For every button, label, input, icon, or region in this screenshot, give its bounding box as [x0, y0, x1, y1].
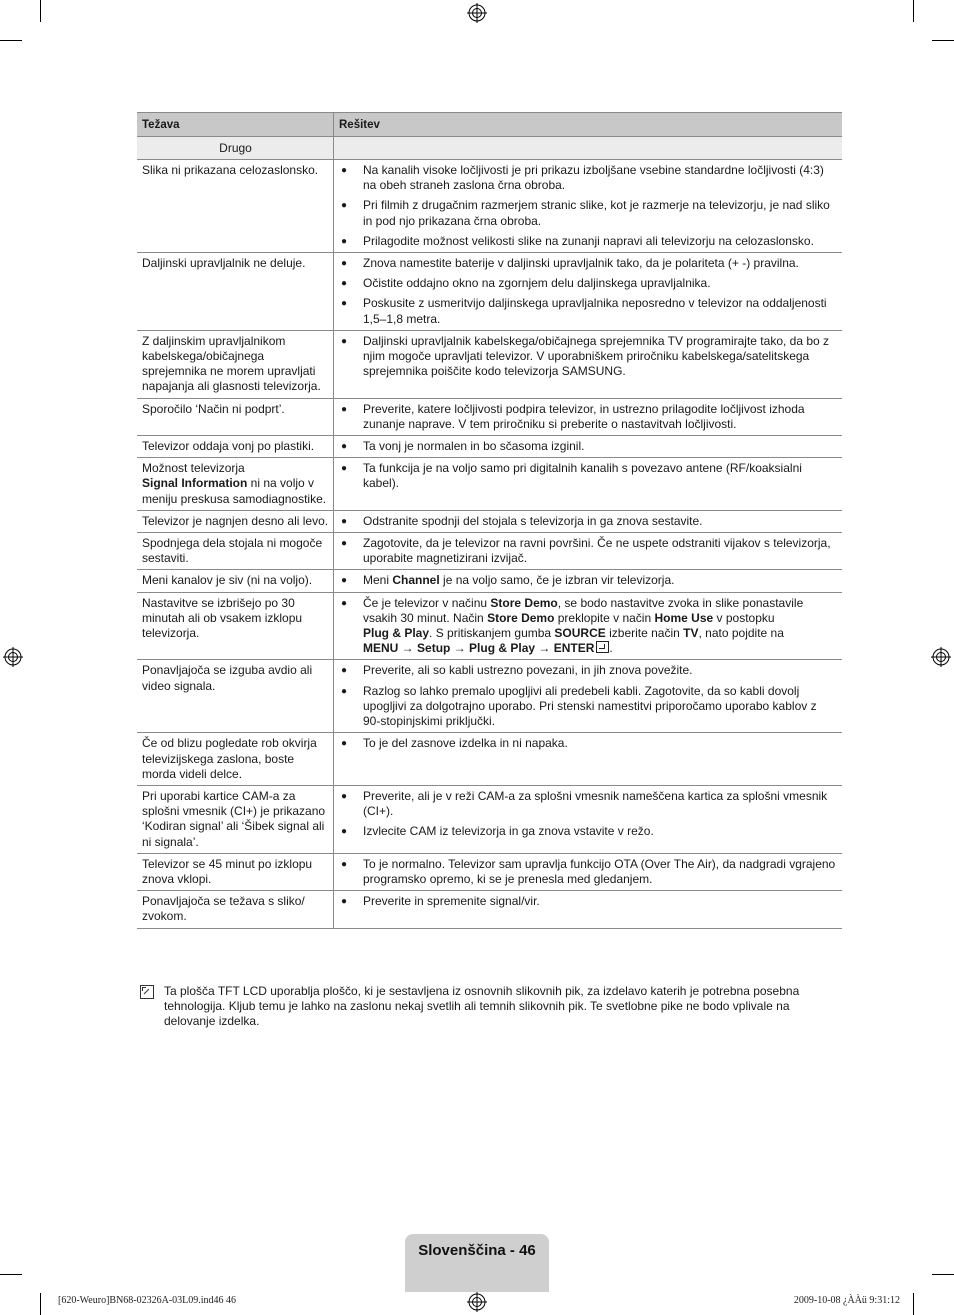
print-slug-left: [620-Weuro]BN68-02326A-03L09.ind46 46 [58, 1295, 237, 1306]
bullet-icon: ● [341, 538, 348, 550]
bullet-icon: ● [341, 826, 348, 838]
crop-mark [913, 0, 914, 22]
solution-bullet: ● Prilagodite možnost velikosti slike na zunanji napravi ali televizorju na celozaslonsko. [341, 233, 814, 248]
column-header-solution: Rešitev [339, 119, 380, 131]
solution-cell [334, 786, 842, 853]
registration-mark-icon [467, 1292, 487, 1312]
table-row [137, 570, 842, 592]
problem-cell: Nastavitve se izbrišejo po 30 minutah ali ob vsakem izklopu televizorja. [137, 593, 334, 660]
bullet-icon: ● [341, 515, 348, 527]
bullet-icon: ● [341, 165, 348, 176]
crop-mark [0, 1274, 22, 1275]
problem-cell: Z daljinskim upravljalnikom kabelskega/običajnega sprejemnika ne morem upravljati napajanja ali glasnosti televizorja. [137, 331, 334, 398]
bullet-icon: ● [341, 335, 348, 347]
problem-cell: Ponavljajoča se težava s sliko/ zvokom. [137, 891, 334, 927]
bullet-icon: ● [341, 597, 348, 609]
solution-bullet: ● Preverite, ali je v reži CAM-a za splošni vmesnik nameščena kartica za splošni vmesnik (CI+). [341, 788, 828, 819]
bullet-icon: ● [341, 665, 348, 677]
solution-cell [334, 533, 842, 569]
bullet-icon: ● [341, 790, 348, 802]
solution-bullet: ● Daljinski upravljalnik kabelskega/običajnega sprejemnika TV programirajte tako, da bo z njim mogoče upravljati televizor. V uporabniškem priročniku kabelskega/satelitskega sprejemnika poiščite kodo televizorja SAMSUNG. [341, 333, 830, 379]
bullet-icon: ● [341, 200, 348, 212]
solution-bullet: ● Če je televizor v načinu Store Demo, se bodo nastavitve zvoka in slike ponastavile vsakih 30 minut. Način Store Demo preklopite v način Home Use v postopku Plug & Play. S pritiskanjem gumba SOURCE izberite način TV, nato pojdite na MENU → Setup → Plug & Play → ENTER . [341, 595, 804, 656]
problem-cell: Spodnjega dela stojala ni mogoče sestaviti. [137, 533, 334, 569]
problem-cell: Sporočilo ‘Način ni podprt’. [137, 399, 334, 435]
solution-bullet: ● Meni Channel je na voljo samo, če je izbran vir televizorja. [341, 573, 675, 588]
crop-mark [932, 40, 954, 41]
problem-cell: Meni kanalov je siv (ni na voljo). [137, 570, 334, 591]
solution-cell [334, 458, 842, 510]
solution-cell [334, 660, 842, 732]
solution-cell [334, 436, 842, 457]
registration-mark-icon [3, 647, 23, 667]
solution-bullet: ● Poskusite z usmeritvijo daljinskega upravljalnika neposredno v televizor na oddaljenosti 1,5–1,8 metra. [341, 296, 827, 326]
bullet-icon: ● [341, 403, 348, 415]
table-row [137, 733, 842, 786]
solution-bullet: ● Očistite oddajno okno na zgornjem delu daljinskega upravljalnika. [341, 276, 711, 291]
problem-cell: Daljinski upravljalnik ne deluje. [137, 253, 334, 330]
bullet-icon: ● [341, 738, 348, 750]
table-row [137, 854, 842, 891]
column-header-problem: Težava [137, 113, 334, 136]
solution-bullet: ● Ta vonj je normalen in bo sčasoma izginil. [341, 439, 585, 454]
troubleshooting-table [137, 112, 842, 929]
bullet-icon: ● [341, 235, 348, 247]
bullet-icon: ● [341, 896, 348, 908]
crop-mark [0, 40, 22, 41]
table-row [137, 458, 842, 511]
solution-bullet: ● Zagotovite, da je televizor na ravni površini. Če ne uspete odstraniti vijakov s televizorja, uporabite magnetizirani izvijač. [341, 536, 831, 566]
solution-bullet: ● Preverite, katere ločljivosti podpira televizor, in ustrezno prilagodite ločljivost izhoda zunanje naprave. V tem priročniku si preberite o nastavitvah ločljivosti. [341, 401, 805, 431]
solution-cell [334, 399, 842, 435]
solution-bullet: ● Preverite, ali so kabli ustrezno povezani, in jih znova povežite. [341, 663, 693, 678]
problem-cell: Televizor je nagnjen desno ali levo. [137, 511, 334, 532]
solution-cell [334, 160, 842, 252]
table-row [137, 160, 842, 253]
bullet-icon: ● [341, 258, 348, 270]
solution-cell [334, 253, 842, 330]
table-row [137, 399, 842, 436]
table-row [137, 511, 842, 533]
solution-bullet: ● Znova namestite baterije v daljinski upravljalnik tako, da je polariteta (+ -) pravilna. [341, 256, 799, 271]
solution-cell [334, 511, 842, 532]
table-row [137, 593, 842, 661]
solution-cell [334, 733, 842, 785]
crop-mark [40, 0, 41, 22]
solution-bullet: ● Izvlecite CAM iz televizorja in ga znova vstavite v režo. [341, 824, 654, 839]
bullet-icon: ● [341, 441, 348, 453]
note-pencil-icon [140, 985, 154, 999]
solution-bullet: ● Preverite in spremenite signal/vir. [341, 894, 540, 909]
problem-cell: Pri uporabi kartice CAM-a za splošni vmesnik (CI+) je prikazano ‘Kodiran signal’ ali ‘Šibek signal ali ni signala’. [137, 786, 334, 853]
solution-cell [334, 891, 842, 927]
bullet-icon: ● [341, 278, 348, 290]
table-row [137, 436, 842, 458]
table-header-row [137, 113, 842, 137]
bullet-icon: ● [341, 298, 348, 310]
table-row [137, 891, 842, 928]
bullet-icon: ● [341, 685, 348, 697]
registration-mark-icon [467, 3, 487, 23]
table-row [137, 660, 842, 733]
category-label: Drugo [137, 137, 334, 159]
solution-cell [334, 570, 842, 591]
solution-cell [334, 593, 842, 660]
page-number-tab: Slovenščina - 46 [405, 1234, 549, 1292]
solution-bullet: ● To je normalno. Televizor sam upravlja funkcijo OTA (Over The Air), da nadgradi vgrajeno programsko opremo, ki se je prenesla med gledanjem. [341, 856, 836, 886]
solution-bullet: ● Ta funkcija je na voljo samo pri digitalnih kanalih s povezavo antene (RF/koaksialni kabel). [341, 461, 802, 491]
table-row [137, 786, 842, 854]
bullet-icon: ● [341, 858, 348, 870]
enter-icon [596, 641, 609, 653]
solution-cell [334, 331, 842, 398]
registration-mark-icon [931, 647, 951, 667]
note-text: Ta plošča TFT LCD uporablja ploščo, ki je sestavljena iz osnovnih slikovnih pik, za izdelavo katerih je potrebna posebna tehnologija. Kljub temu je lahko na zaslonu nekaj svetlih ali temnih slikovnih pik. Te svetlobne pike ne bodo vplivale na delovanje izdelka. [164, 984, 800, 1029]
solution-bullet: ● Razlog so lahko premalo upogljivi ali predebeli kabli. Zagotovite, da so kabli dovolj upogljivi za dolgotrajno uporabo. Pri stenski namestitvi priporočamo uporabo kablov z 90-stopinjskimi priključki. [341, 683, 817, 729]
table-row [137, 253, 842, 331]
bullet-icon: ● [341, 575, 348, 587]
problem-cell: Slika ni prikazana celozaslonsko. [137, 160, 334, 252]
solution-bullet: ● To je del zasnove izdelka in ni napaka. [341, 736, 568, 751]
crop-mark [913, 1293, 914, 1315]
problem-cell: Televizor se 45 minut po izklopu znova vklopi. [137, 854, 334, 890]
table-row [137, 533, 842, 570]
bullet-icon: ● [341, 463, 348, 475]
solution-bullet: ● Na kanalih visoke ločljivosti je pri prikazu izboljšane vsebine standardne ločljivosti (4:3) na obeh straneh zaslona črna obroba. [341, 163, 824, 193]
solution-cell [334, 854, 842, 890]
crop-mark [932, 1274, 954, 1275]
solution-bullet: ● Odstranite spodnji del stojala s televizorja in ga znova sestavite. [341, 513, 703, 528]
problem-cell: Televizor oddaja vonj po plastiki. [137, 436, 334, 457]
table-row [137, 331, 842, 399]
print-slug-right: 2009-10-08 ¿ÀÀü 9:31:12 [793, 1295, 900, 1306]
problem-cell: Če od blizu pogledate rob okvirja televizijskega zaslona, boste morda videli delce. [137, 733, 334, 785]
solution-bullet: ● Pri filmih z drugačnim razmerjem stranic slike, kot je razmerje na televizorju, je nad sliko in pod njo prikazana črna obroba. [341, 198, 830, 228]
note [137, 984, 827, 1030]
problem-cell: Ponavljajoča se izguba avdio ali video signala. [137, 660, 334, 732]
crop-mark [40, 1293, 41, 1315]
category-row [137, 137, 842, 160]
problem-cell: Možnost televizorja Signal Information ni na voljo v meniju preskusa samodiagnostike. [137, 458, 334, 510]
